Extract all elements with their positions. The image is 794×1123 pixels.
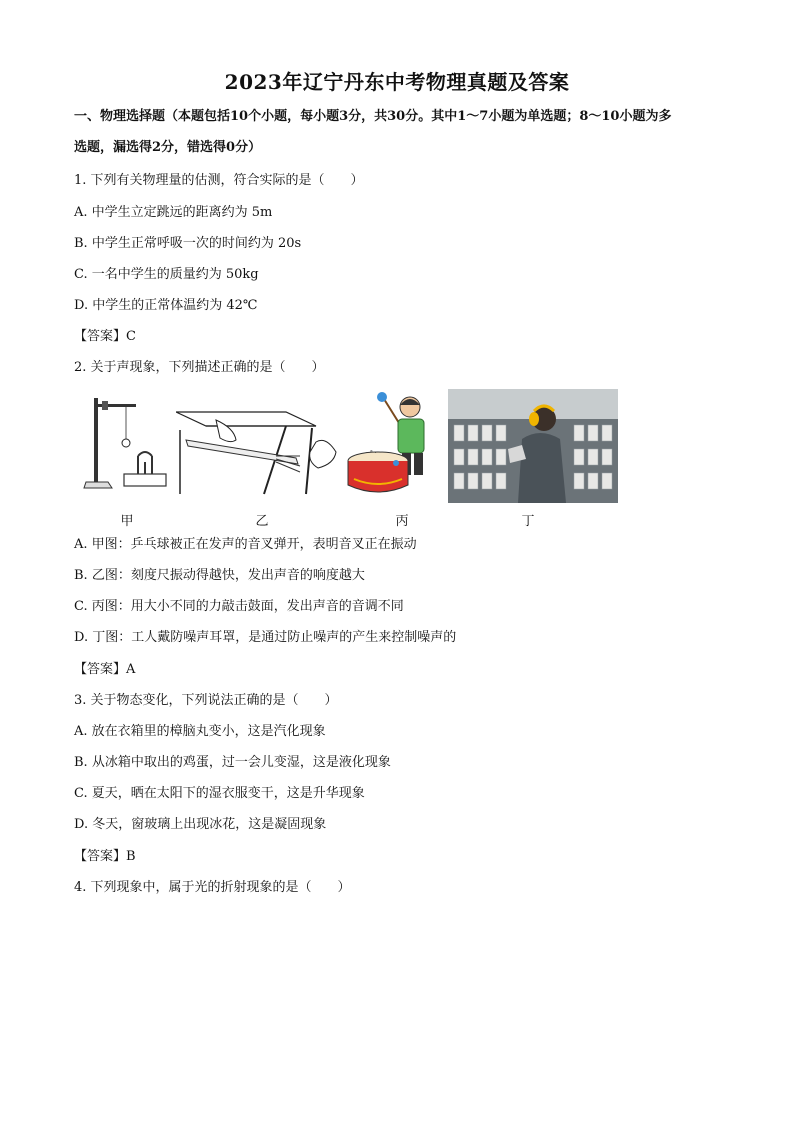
section-heading-line1: 一、物理选择题（本题包括10个小题，每小题3分，共30分。其中1～7小题为单选题；8～10小题为多 bbox=[74, 109, 672, 124]
page-title: 2023年辽宁丹东中考物理真题及答案 bbox=[224, 70, 570, 94]
figure-caption-bing: 丙 bbox=[395, 514, 409, 529]
q1-option-d: D. 中学生的正常体温约为 42℃ bbox=[74, 298, 258, 313]
q2-option-d: D. 丁图：工人戴防噪声耳罩，是通过防止噪声的产生来控制噪声的 bbox=[74, 630, 457, 645]
q2-option-a: A. 甲图：乒乓球被正在发声的音叉弹开，表明音叉正在振动 bbox=[74, 537, 417, 552]
figure-yi-ruler bbox=[176, 406, 346, 496]
q2-stem: 2. 关于声现象，下列描述正确的是（ ） bbox=[74, 360, 325, 375]
figure-caption-yi: 乙 bbox=[255, 514, 269, 529]
q3-option-a: A. 放在衣箱里的樟脑丸变小，这是汽化现象 bbox=[74, 724, 326, 739]
q1-option-a: A. 中学生立定跳远的距离约为 5m bbox=[74, 205, 273, 220]
figure-caption-jia: 甲 bbox=[120, 514, 134, 529]
figure-ding-factory-photo bbox=[448, 389, 618, 503]
q2-option-c: C. 丙图：用大小不同的力敲击鼓面，发出声音的音调不同 bbox=[74, 599, 404, 614]
q1-answer: 【答案】C bbox=[74, 329, 136, 344]
q3-option-c: C. 夏天，晒在太阳下的湿衣服变干，这是升华现象 bbox=[74, 786, 365, 801]
q3-stem: 3. 关于物态变化，下列说法正确的是（ ） bbox=[74, 693, 338, 708]
q1-stem: 1. 下列有关物理量的估测，符合实际的是（ ） bbox=[74, 173, 364, 188]
figure-caption-ding: 丁 bbox=[521, 514, 535, 529]
svg-text:· ° ·: · ° · bbox=[366, 450, 377, 457]
figure-bing-drum bbox=[344, 389, 440, 499]
q3-answer: 【答案】B bbox=[74, 849, 136, 864]
q1-option-c: C. 一名中学生的质量约为 50kg bbox=[74, 267, 259, 282]
figure-jia-tuning-fork bbox=[80, 396, 172, 496]
q2-option-b: B. 乙图：刻度尺振动得越快，发出声音的响度越大 bbox=[74, 568, 365, 583]
section-heading-line2: 选题，漏选得2分，错选得0分） bbox=[74, 140, 262, 155]
q3-option-d: D. 冬天，窗玻璃上出现冰花，这是凝固现象 bbox=[74, 817, 327, 832]
q1-option-b: B. 中学生正常呼吸一次的时间约为 20s bbox=[74, 236, 302, 251]
q2-answer: 【答案】A bbox=[74, 662, 136, 677]
q4-stem: 4. 下列现象中，属于光的折射现象的是（ ） bbox=[74, 880, 351, 895]
q3-option-b: B. 从冰箱中取出的鸡蛋，过一会儿变湿，这是液化现象 bbox=[74, 755, 391, 770]
